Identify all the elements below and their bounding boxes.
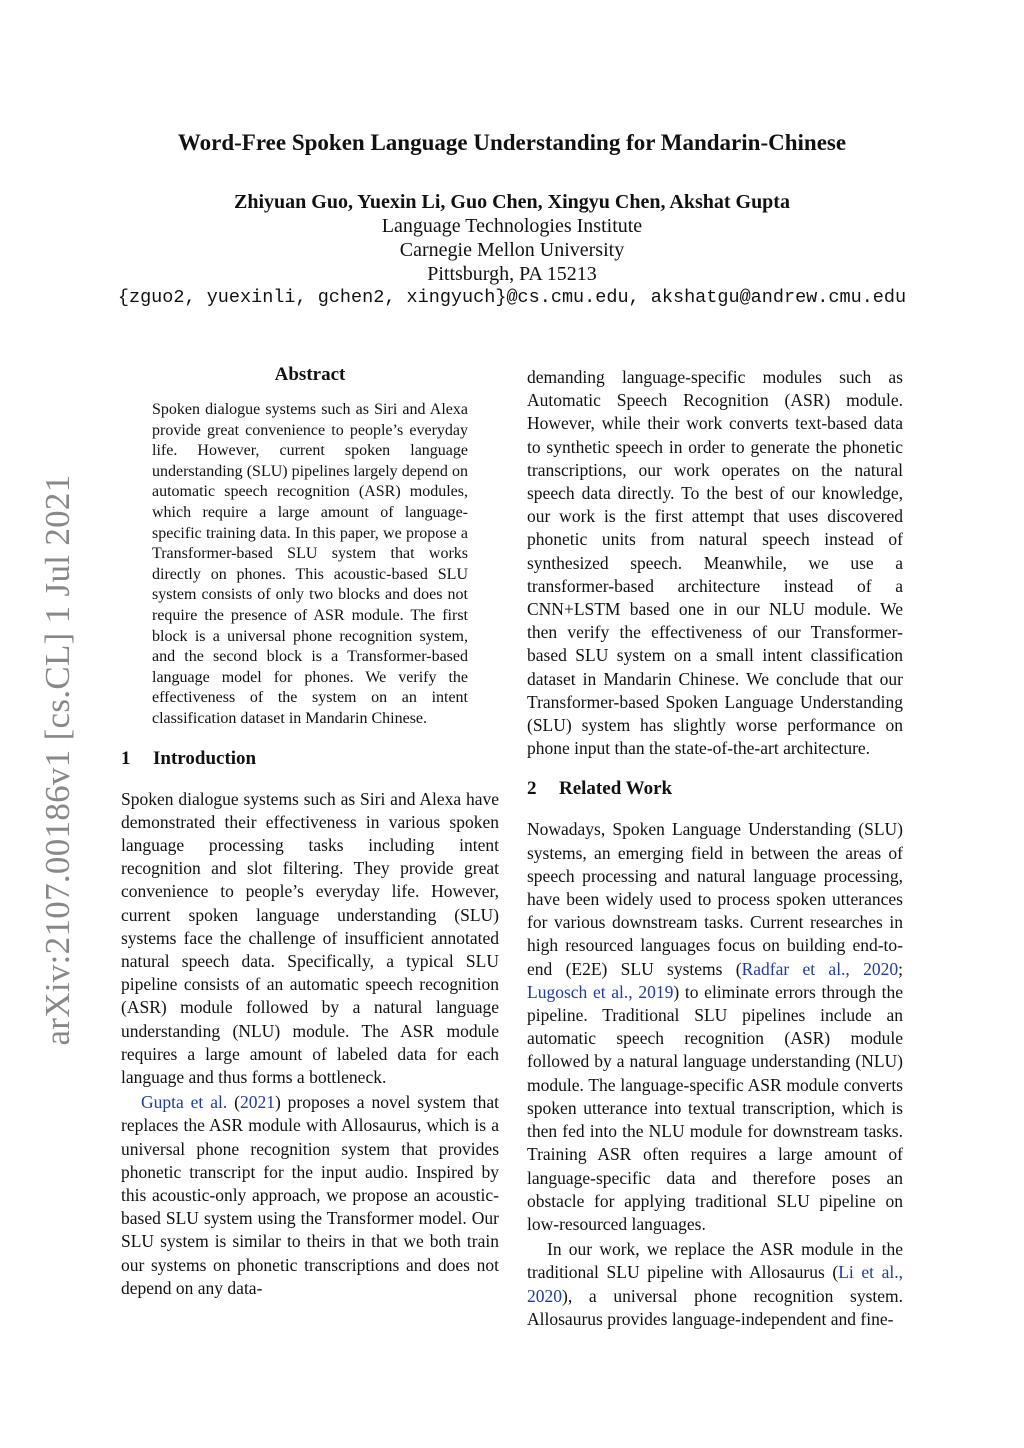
right-column <box>527 366 903 1331</box>
section-title: Related Work <box>559 778 673 800</box>
arxiv-id: arXiv:2107.00186v1 [cs.CL] 1 Jul 2021 <box>38 474 77 1046</box>
section-number: 2 <box>527 778 537 800</box>
section-title: Introduction <box>153 747 257 769</box>
paper-title: Word-Free Spoken Language Understanding for Mandarin-Chinese <box>177 130 847 155</box>
citation-link[interactable]: Gupta et al. <box>141 1092 228 1113</box>
citation-paren: ( <box>227 1092 240 1113</box>
affiliation-line: Language Technologies Institute <box>381 215 643 237</box>
citation-link[interactable]: Lugosch et al., 2019 <box>527 981 674 1002</box>
paragraph-text: ), a universal phone recognition system. Allosaurus provides language-independent and fine- <box>527 1285 903 1329</box>
left-column <box>121 360 499 1300</box>
related-paragraph-2 <box>527 1238 903 1331</box>
section-heading-introduction <box>121 748 499 770</box>
abstract-text: Spoken dialogue systems such as Siri and Alexa provide great convenience to people’s everyday life. However, current spoken language understanding (SLU) pipelines largely depend on automatic speech recognition (ASR) modules, which require a large amount of language-specific training data. In this paper, we propose a Transformer-based SLU system that works directly on phones. This acoustic-based SLU system consists of only two blocks and does not require the presence of ASR module. The first block is a universal phone recognition system, and the second block is a Transformer-based language model for phones. We verify the effectiveness of the system on an intent classification dataset in Mandarin Chinese. <box>152 401 468 727</box>
intro-paragraph-continued: demanding language-specific modules such as Automatic Speech Recognition (ASR) module. However, while their work converts text-based data to synthetic speech in order to generate the phonetic transcriptions, our work operates on the natural speech data directly. To the best of our knowledge, our work is the first attempt that uses discovered phonetic units from natural speech instead of synthesized speech. Meanwhile, we use a transformer-based architecture instead of a CNN+LSTM based one in our NLU module. We then verify the effectiveness of our Transformer-based SLU system on a small intent classification dataset in Mandarin Chinese. We conclude that our Transformer-based Spoken Language Understanding (SLU) system has slightly worse performance on phone input than the state-of-the-art architecture. <box>527 367 903 759</box>
intro-paragraph-1: Spoken dialogue systems such as Siri and Alexa have demonstrated their effectiveness in various spoken language processing tasks including intent recognition and slot filtering. They provide great convenience to people’s everyday life. However, current spoken language understanding (SLU) systems face the challenge of insufficient annotated natural speech data. Specifically, a typical SLU pipeline consists of an automatic speech recognition (ASR) module followed by a natural language understanding (NLU) module. The ASR module requires a large amount of labeled data for each language and thus forms a bottleneck. <box>121 788 499 1087</box>
related-paragraph-1 <box>527 818 903 1236</box>
affiliation-line: Pittsburgh, PA 15213 <box>427 263 597 285</box>
section-heading-related-work <box>527 778 903 800</box>
citation-link[interactable]: 2021 <box>239 1092 275 1113</box>
author-emails: {zguo2, yuexinli, gchen2, xingyuch}@cs.cmu.edu, akshatgu@andrew.cmu.edu <box>117 287 907 308</box>
author-block <box>0 190 1024 310</box>
affiliation-line: Carnegie Mellon University <box>399 239 625 261</box>
citation-link[interactable]: Li et al., 2020 <box>527 1262 904 1306</box>
citation-link[interactable]: Radfar et al., 2020 <box>741 958 899 979</box>
paragraph-text: In our work, we replace the ASR module in the traditional SLU pipeline with Allosaurus ( <box>527 1239 903 1283</box>
intro-paragraph-2 <box>121 1091 499 1300</box>
author-names: Zhiyuan Guo, Yuexin Li, Guo Chen, Xingyu Chen, Akshat Gupta <box>234 191 790 213</box>
paragraph-text: ) proposes a novel system that replaces the ASR module with Allosaurus, which is a universal phone recognition system that provides phonetic transcript for the input audio. Inspired by this acoustic-only approach, we propose an acoustic-based SLU system using the Transformer model. Our SLU system is similar to theirs in that we both train our systems on phonetic transcriptions and does not depend on any data- <box>121 1092 500 1298</box>
section-number: 1 <box>121 747 131 769</box>
paragraph-text: Nowadays, Spoken Language Understanding (SLU) systems, an emerging field in between the areas of speech processing and natural language processing, have been widely used to process spoken utterances for various downstream tasks. Current researches in high resourced languages focus on building end-to-end (E2E) SLU systems ( <box>527 819 903 979</box>
citation-separator: ; <box>898 958 903 979</box>
paragraph-text: ) to eliminate errors through the pipeline. Traditional SLU pipelines include an automatic speech recognition (ASR) module followed by a natural language understanding (NLU) module. The language-specific ASR module converts spoken utterance into textual transcription, which is then fed into the NLU module for downstream tasks. Training ASR often requires a large amount of language-specific data and therefore poses an obstacle for applying traditional SLU pipeline on low-resourced languages. <box>527 981 903 1234</box>
abstract-heading: Abstract <box>274 364 346 385</box>
